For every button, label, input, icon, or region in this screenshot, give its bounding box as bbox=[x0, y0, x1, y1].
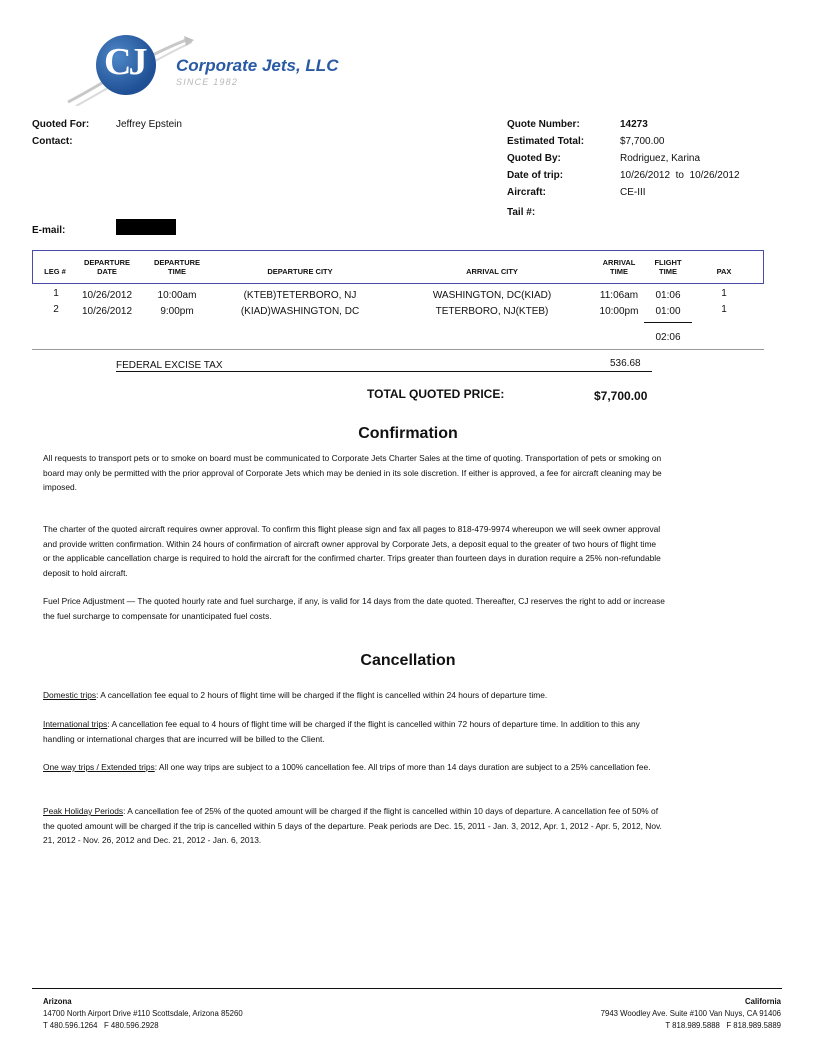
row2-arrival-time: 10:00pm bbox=[599, 306, 639, 317]
row2-departure-city: (KIAD)WASHINGTON, DC bbox=[240, 306, 360, 317]
email-label: E-mail: bbox=[32, 225, 66, 236]
fet-label: FEDERAL EXCISE TAX bbox=[116, 360, 223, 371]
total-flight-time: 02:06 bbox=[655, 332, 681, 343]
row2-pax: 1 bbox=[721, 304, 727, 315]
row2-leg: 2 bbox=[53, 304, 59, 315]
footer-california-address: 7943 Woodley Ave. Suite #100 Van Nuys, CA 91406 bbox=[600, 1009, 781, 1018]
estimated-total-label: Estimated Total: bbox=[507, 136, 585, 147]
one-way-trips-label: One way trips / Extended trips bbox=[43, 762, 155, 772]
one-way-trips-text: : All one way trips are subject to a 100% cancellation fee. All trips of more than 14 days duration are subject to a 25% cancellation fee. bbox=[154, 762, 651, 772]
date-of-trip-value: 10/26/2012 to 10/26/2012 bbox=[620, 170, 740, 181]
header-departure-city: DEPARTURE CITY bbox=[267, 267, 333, 276]
flight-time-sum-line bbox=[644, 322, 692, 323]
confirmation-pets-paragraph: All requests to transport pets or to smoke on board must be communicated to Corporate Jets Charter Sales at the time of quoting. Transportation of pets or smoking on board may only be permitted with the prior approval of Corporate Jets which may be denied in its sole discretion. If either is approved, a fee for aircraft cleaning may be imposed. bbox=[43, 453, 662, 493]
row1-departure-date: 10/26/2012 bbox=[81, 290, 133, 301]
total-quoted-price-label: TOTAL QUOTED PRICE: bbox=[367, 387, 505, 401]
row2-departure-time: 9:00pm bbox=[160, 306, 194, 317]
header-flight-time-2: TIME bbox=[659, 267, 677, 276]
cancellation-title: Cancellation bbox=[360, 652, 456, 669]
international-trips-label: International trips bbox=[43, 719, 108, 729]
fet-underline bbox=[116, 371, 652, 372]
fet-amount: 536.68 bbox=[610, 358, 641, 369]
row1-arrival-city: WASHINGTON, DC(KIAD) bbox=[432, 290, 552, 301]
footer-divider bbox=[32, 988, 782, 989]
row1-departure-city: (KTEB)TETERBORO, NJ bbox=[243, 290, 357, 301]
one-way-trips-paragraph bbox=[43, 760, 665, 775]
row1-flight-time: 01:06 bbox=[655, 290, 681, 301]
domestic-trips-label: Domestic trips bbox=[43, 690, 97, 700]
footer-california-phone: T 818.989.5888 F 818.989.5889 bbox=[665, 1021, 781, 1030]
fuel-adjustment-paragraph: Fuel Price Adjustment — The quoted hourly rate and fuel surcharge, if any, is valid for 14 days from the date quoted. Thereafter, CJ reserves the right to add or increase the fuel surcharge to compensate for unanticipated fuel costs. bbox=[43, 596, 665, 621]
footer-arizona-address: 14700 North Airport Drive #110 Scottsdale, Arizona 85260 bbox=[43, 1009, 243, 1018]
estimated-total-value: $7,700.00 bbox=[620, 136, 665, 147]
quote-number-value: 14273 bbox=[620, 119, 648, 130]
header-arrival-time-2: TIME bbox=[610, 267, 628, 276]
footer-arizona-title: Arizona bbox=[43, 997, 72, 1006]
row1-departure-time: 10:00am bbox=[157, 290, 197, 301]
confirmation-approval-paragraph: The charter of the quoted aircraft requires owner approval. To confirm this flight please sign and fax all pages to 818-479-9974 whereupon we will seek owner approval and provide written confirmation. Within 24 hours of confirmation of aircraft owner approval by Corporate Jets, a deposit equal to the greater of two hours of flight time or the applicable cancellation charge is required to hold the aircraft for the confirmed charter. Trips greater than fourteen days in duration require a 25% non-refundable deposit to hold aircraft. bbox=[43, 524, 661, 578]
domestic-trips-paragraph bbox=[43, 688, 665, 703]
logo-monogram: CJ bbox=[104, 41, 145, 83]
row1-arrival-time: 11:06am bbox=[599, 290, 639, 301]
header-arrival-city: ARRIVAL CITY bbox=[466, 267, 518, 276]
header-departure-time-2: TIME bbox=[168, 267, 186, 276]
quoted-for-label: Quoted For: bbox=[32, 119, 90, 130]
redacted-email bbox=[116, 219, 176, 235]
international-trips-paragraph bbox=[43, 717, 665, 746]
footer-california-title: California bbox=[745, 997, 781, 1006]
row1-leg: 1 bbox=[53, 288, 59, 299]
header-departure-time-1: DEPARTURE bbox=[153, 258, 201, 267]
row2-departure-date: 10/26/2012 bbox=[81, 306, 133, 317]
header-pax: PAX bbox=[716, 267, 732, 276]
header-departure-date-1: DEPARTURE bbox=[83, 258, 131, 267]
quoted-by-label: Quoted By: bbox=[507, 153, 561, 164]
header-arrival-time-1: ARRIVAL bbox=[602, 258, 636, 267]
peak-holiday-paragraph bbox=[43, 804, 665, 848]
peak-holiday-text: : A cancellation fee of 25% of the quoted amount will be charged if the flight is cancelled within 10 days of departure. A cancellation fee of 50% of the quoted amount will be charged if the trip is cancelled within 5 days of the departure. Peak periods are Dec. 15, 2011 - Jan. 3, 2012, Apr. 1, 2012 - Apr. 5, 2012, Nov. 21, 2012 - Nov. 26, 2012 and Dec. 21, 2012 - Jan. 6, 2013. bbox=[43, 806, 662, 846]
header-flight-time-1: FLIGHT bbox=[654, 258, 682, 267]
table-divider bbox=[32, 349, 764, 350]
company-logo bbox=[66, 30, 339, 106]
row2-arrival-city: TETERBORO, NJ(KTEB) bbox=[435, 306, 549, 317]
confirmation-title: Confirmation bbox=[358, 425, 458, 442]
domestic-trips-text: : A cancellation fee equal to 2 hours of flight time will be charged if the flight is cancelled within 24 hours of departure time. bbox=[96, 690, 548, 700]
aircraft-value: CE-III bbox=[620, 187, 646, 198]
aircraft-label: Aircraft: bbox=[507, 187, 546, 198]
header-departure-date-2: DATE bbox=[97, 267, 117, 276]
company-since: SINCE 1982 bbox=[176, 77, 239, 87]
tail-number-label: Tail #: bbox=[507, 207, 536, 218]
row1-pax: 1 bbox=[721, 288, 727, 299]
peak-holiday-label: Peak Holiday Periods bbox=[43, 806, 124, 816]
contact-label: Contact: bbox=[32, 136, 73, 147]
total-quoted-price-amount: $7,700.00 bbox=[594, 389, 648, 403]
company-name: Corporate Jets, LLC bbox=[176, 56, 339, 75]
quoted-for-value: Jeffrey Epstein bbox=[116, 119, 182, 130]
quote-number-label: Quote Number: bbox=[507, 119, 580, 130]
quoted-by-value: Rodriguez, Karina bbox=[620, 153, 701, 164]
header-leg: LEG # bbox=[44, 267, 66, 276]
international-trips-text: : A cancellation fee equal to 4 hours of flight time will be charged if the flight is cancelled within 72 hours of departure time. In addition to this any handling or international charges that are incurred will be billed to the Client. bbox=[43, 719, 640, 744]
footer-arizona-phone: T 480.596.1264 F 480.596.2928 bbox=[43, 1021, 159, 1030]
row2-flight-time: 01:00 bbox=[655, 306, 681, 317]
date-of-trip-label: Date of trip: bbox=[507, 170, 564, 181]
